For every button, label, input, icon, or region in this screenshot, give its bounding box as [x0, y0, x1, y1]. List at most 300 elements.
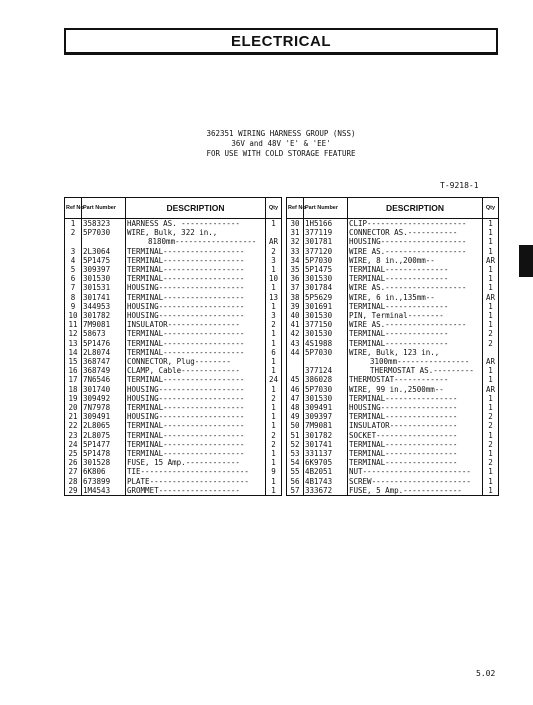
table-row: [65, 385, 282, 394]
table-row: [287, 394, 499, 403]
description-cell: TERMINAL------------------: [126, 431, 266, 440]
description-cell: WIRE AS.------------------: [348, 283, 483, 292]
part-number-cell: 301782: [304, 431, 348, 440]
description-cell: TIE------------------------: [126, 467, 266, 476]
qty-cell: 3: [266, 311, 282, 320]
ref-no-cell: 34: [287, 256, 304, 265]
part-number-cell: 1M4543: [82, 486, 126, 496]
qty-cell: 1: [266, 412, 282, 421]
ref-no-cell: 29: [65, 486, 82, 496]
ref-no-cell: 39: [287, 302, 304, 311]
qty-cell: 1: [266, 339, 282, 348]
description-cell: WIRE AS.------------------: [348, 320, 483, 329]
table-row: [65, 329, 282, 338]
table-row: [287, 467, 499, 476]
table-row: [65, 265, 282, 274]
section-edge-tab: [519, 245, 533, 277]
qty-header: Qty: [483, 198, 499, 219]
table-row: [65, 412, 282, 421]
qty-cell: 1: [266, 265, 282, 274]
part-number-cell: 1H5166: [304, 219, 348, 229]
table-row: [287, 311, 499, 320]
ref-no-cell: 19: [65, 394, 82, 403]
part-number-cell: 301740: [82, 385, 126, 394]
table-row: [65, 274, 282, 283]
ref-no-cell: 48: [287, 403, 304, 412]
table-row: [287, 357, 499, 366]
ref-no-cell: 38: [287, 293, 304, 302]
table-row: [65, 302, 282, 311]
part-number-cell: 7N7978: [82, 403, 126, 412]
ref-no-cell: 10: [65, 311, 82, 320]
qty-cell: AR: [483, 293, 499, 302]
part-number-cell: 5P1478: [82, 449, 126, 458]
description-cell: WIRE, Bulk, 123 in.,: [348, 348, 483, 357]
part-number-cell: 301530: [304, 311, 348, 320]
qty-cell: 1: [483, 219, 499, 229]
ref-no-cell: 5: [65, 265, 82, 274]
description-cell: THERMOSTAT AS.---------: [348, 366, 483, 375]
ref-no-cell: 31: [287, 228, 304, 237]
part-number-cell: 5P1477: [82, 440, 126, 449]
part-number-cell: 301530: [304, 329, 348, 338]
table-row: [287, 375, 499, 384]
qty-cell: [266, 228, 282, 237]
part-number-cell: 309492: [82, 394, 126, 403]
qty-cell: 10: [266, 274, 282, 283]
qty-cell: 1: [266, 219, 282, 229]
part-number-cell: 309397: [304, 412, 348, 421]
part-number-cell: 7M9081: [82, 320, 126, 329]
qty-cell: 2: [483, 458, 499, 467]
table-row: [287, 385, 499, 394]
description-cell: CONNECTOR, Plug--------: [126, 357, 266, 366]
description-cell: TERMINAL----------------: [348, 440, 483, 449]
table-row: [287, 458, 499, 467]
qty-cell: 2: [266, 394, 282, 403]
ref-no-cell: 40: [287, 311, 304, 320]
table-row: [287, 421, 499, 430]
qty-cell: 1: [483, 311, 499, 320]
part-number-cell: 2L8065: [82, 421, 126, 430]
title-line-1: 362351 WIRING HARNESS GROUP (NSS): [206, 129, 356, 138]
ref-no-header: Ref No: [65, 198, 82, 219]
description-cell: 3100mm----------------: [348, 357, 483, 366]
ref-no-cell: 45: [287, 375, 304, 384]
table-row: [287, 477, 499, 486]
description-cell: TERMINAL------------------: [126, 421, 266, 430]
qty-cell: 1: [266, 357, 282, 366]
part-number-cell: 301741: [304, 440, 348, 449]
ref-no-cell: 1: [65, 219, 82, 229]
table-row: [287, 440, 499, 449]
ref-no-header: Ref No: [287, 198, 304, 219]
qty-cell: 1: [483, 237, 499, 246]
qty-cell: AR: [483, 256, 499, 265]
part-number-cell: 2L8074: [82, 348, 126, 357]
part-number-cell: 4B2051: [304, 467, 348, 476]
part-number-cell: 377119: [304, 228, 348, 237]
part-number-cell: 301782: [82, 311, 126, 320]
ref-no-cell: 52: [287, 440, 304, 449]
qty-cell: 1: [483, 431, 499, 440]
description-cell: HOUSING-------------------: [348, 237, 483, 246]
ref-no-cell: 26: [65, 458, 82, 467]
ref-no-cell: 49: [287, 412, 304, 421]
table-row: [287, 431, 499, 440]
part-number-cell: 5P7030: [304, 385, 348, 394]
description-cell: TERMINAL----------------: [348, 458, 483, 467]
description-cell: SOCKET------------------: [348, 431, 483, 440]
ref-no-cell: 36: [287, 274, 304, 283]
qty-cell: 1: [483, 302, 499, 311]
table-row: [65, 366, 282, 375]
qty-cell: 9: [266, 467, 282, 476]
qty-cell: 2: [266, 431, 282, 440]
part-number-cell: 301784: [304, 283, 348, 292]
qty-cell: 1: [266, 329, 282, 338]
description-cell: TERMINAL--------------: [348, 339, 483, 348]
ref-no-cell: 6: [65, 274, 82, 283]
qty-cell: AR: [483, 385, 499, 394]
part-number-cell: 673899: [82, 477, 126, 486]
qty-cell: 1: [483, 265, 499, 274]
qty-cell: 1: [266, 449, 282, 458]
ref-no-cell: 24: [65, 440, 82, 449]
part-number-cell: 5P1475: [304, 265, 348, 274]
description-cell: FUSE, 5 Amp.-------------: [348, 486, 483, 496]
table-row: [287, 274, 499, 283]
part-number-cell: 4B1743: [304, 477, 348, 486]
part-number-cell: 58673: [82, 329, 126, 338]
description-cell: TERMINAL------------------: [126, 247, 266, 256]
description-cell: 8180mm------------------: [126, 237, 266, 246]
part-number-cell: 331137: [304, 449, 348, 458]
table-row: [287, 237, 499, 246]
description-cell: CLIP----------------------: [348, 219, 483, 229]
ref-no-cell: 43: [287, 339, 304, 348]
table-row: [287, 320, 499, 329]
qty-cell: [483, 348, 499, 357]
table-row: [65, 421, 282, 430]
qty-cell: 1: [266, 458, 282, 467]
table-row: [65, 256, 282, 265]
description-cell: TERMINAL--------------: [348, 265, 483, 274]
part-number-cell: 5P1476: [82, 339, 126, 348]
table-row: [65, 311, 282, 320]
table-row: [65, 247, 282, 256]
part-number-header: Part Number: [304, 198, 348, 219]
table-row: [65, 357, 282, 366]
ref-no-cell: 9: [65, 302, 82, 311]
page-number: 5.02: [476, 669, 496, 678]
qty-cell: 2: [483, 440, 499, 449]
description-cell: HOUSING-------------------: [126, 385, 266, 394]
description-cell: PIN, Terminal--------: [348, 311, 483, 320]
table-row: [287, 329, 499, 338]
qty-header: Qty: [266, 198, 282, 219]
part-number-cell: 5P7030: [304, 256, 348, 265]
part-number-cell: [82, 237, 126, 246]
table-row: [287, 219, 499, 229]
qty-cell: 2: [483, 412, 499, 421]
table-row: [287, 228, 499, 237]
qty-cell: 2: [266, 247, 282, 256]
ref-no-cell: [287, 366, 304, 375]
description-cell: TERMINAL------------------: [126, 329, 266, 338]
ref-no-cell: 30: [287, 219, 304, 229]
ref-no-cell: 23: [65, 431, 82, 440]
part-number-cell: 301530: [304, 394, 348, 403]
ref-no-cell: 44: [287, 348, 304, 357]
qty-cell: 2: [266, 440, 282, 449]
part-number-cell: 5P1475: [82, 256, 126, 265]
part-number-cell: 2L8075: [82, 431, 126, 440]
table-row: [65, 320, 282, 329]
description-cell: GROMMET------------------: [126, 486, 266, 496]
ref-no-cell: 13: [65, 339, 82, 348]
ref-no-cell: 35: [287, 265, 304, 274]
ref-no-cell: 53: [287, 449, 304, 458]
description-cell: WIRE, 6 in.,135mm--: [348, 293, 483, 302]
title-line-2: 36V and 48V 'E' & 'EE': [231, 139, 331, 148]
part-number-cell: 5P5629: [304, 293, 348, 302]
qty-cell: 24: [266, 375, 282, 384]
description-cell: TERMINAL------------------: [126, 265, 266, 274]
description-cell: TERMINAL----------------: [348, 449, 483, 458]
ref-no-cell: 47: [287, 394, 304, 403]
ref-no-cell: 50: [287, 421, 304, 430]
qty-cell: 1: [483, 283, 499, 292]
qty-cell: 1: [266, 421, 282, 430]
table-row: [65, 467, 282, 476]
qty-cell: 1: [483, 274, 499, 283]
part-number-cell: 5P7030: [82, 228, 126, 237]
description-cell: TERMINAL------------------: [126, 449, 266, 458]
description-cell: HOUSING-------------------: [126, 302, 266, 311]
table-row: [65, 375, 282, 384]
qty-cell: 1: [266, 477, 282, 486]
description-cell: INSULATOR---------------: [348, 421, 483, 430]
table-row: [65, 219, 282, 229]
part-number-cell: 301781: [304, 237, 348, 246]
ref-no-cell: 21: [65, 412, 82, 421]
qty-cell: AR: [483, 357, 499, 366]
qty-cell: 1: [483, 486, 499, 496]
qty-cell: 1: [266, 486, 282, 496]
description-cell: FUSE, 15 Amp.------------: [126, 458, 266, 467]
ref-no-cell: 14: [65, 348, 82, 357]
description-cell: WIRE, Bulk, 322 in.,: [126, 228, 266, 237]
ref-no-cell: 32: [287, 237, 304, 246]
ref-no-cell: 41: [287, 320, 304, 329]
ref-no-cell: 18: [65, 385, 82, 394]
ref-no-cell: [65, 237, 82, 246]
table-row: [287, 293, 499, 302]
qty-cell: 2: [483, 421, 499, 430]
part-number-cell: 333672: [304, 486, 348, 496]
table-row: [287, 283, 499, 292]
parts-table-right: [286, 197, 499, 496]
parts-table-left: [64, 197, 282, 496]
description-cell: HOUSING-------------------: [126, 311, 266, 320]
ref-no-cell: 12: [65, 329, 82, 338]
description-cell: TERMINAL----------------: [348, 412, 483, 421]
ref-no-cell: 8: [65, 293, 82, 302]
part-number-cell: 344953: [82, 302, 126, 311]
qty-cell: 1: [266, 283, 282, 292]
table-row: [287, 348, 499, 357]
qty-cell: 1: [483, 449, 499, 458]
ref-no-cell: 55: [287, 467, 304, 476]
ref-no-cell: 28: [65, 477, 82, 486]
table-row: [287, 412, 499, 421]
part-number-cell: 7N6546: [82, 375, 126, 384]
table-row: [65, 283, 282, 292]
table-row: [287, 247, 499, 256]
qty-cell: 1: [266, 385, 282, 394]
part-number-cell: 309397: [82, 265, 126, 274]
ref-no-cell: 37: [287, 283, 304, 292]
title-block: [64, 129, 498, 159]
description-cell: HOUSING-------------------: [126, 394, 266, 403]
table-row: [65, 348, 282, 357]
ref-no-cell: 25: [65, 449, 82, 458]
section-title: ELECTRICAL: [231, 32, 331, 50]
description-cell: WIRE, 99 in.,2500mm--: [348, 385, 483, 394]
qty-cell: 1: [483, 477, 499, 486]
qty-cell: 1: [266, 366, 282, 375]
description-header: DESCRIPTION: [126, 198, 266, 219]
ref-no-cell: [287, 357, 304, 366]
table-row: [287, 486, 499, 496]
table-row: [65, 339, 282, 348]
description-cell: CLAMP, Cable-------------: [126, 366, 266, 375]
qty-cell: 2: [483, 339, 499, 348]
ref-no-cell: 56: [287, 477, 304, 486]
ref-no-cell: 16: [65, 366, 82, 375]
description-cell: WIRE AS.------------------: [348, 247, 483, 256]
description-cell: WIRE, 8 in.,200mm--: [348, 256, 483, 265]
document-number: T-9218-1: [440, 181, 479, 190]
ref-no-cell: 3: [65, 247, 82, 256]
table-row: [287, 302, 499, 311]
table-row: [65, 403, 282, 412]
description-cell: TERMINAL--------------: [348, 274, 483, 283]
ref-no-cell: 51: [287, 431, 304, 440]
description-cell: TERMINAL------------------: [126, 274, 266, 283]
part-number-cell: 358323: [82, 219, 126, 229]
part-number-cell: 301531: [82, 283, 126, 292]
ref-no-cell: 22: [65, 421, 82, 430]
qty-cell: 1: [266, 403, 282, 412]
qty-cell: 1: [483, 228, 499, 237]
table-row: [65, 431, 282, 440]
title-line-3: FOR USE WITH COLD STORAGE FEATURE: [206, 149, 356, 158]
qty-cell: 6: [266, 348, 282, 357]
description-cell: TERMINAL--------------: [348, 329, 483, 338]
description-cell: TERMINAL------------------: [126, 348, 266, 357]
description-cell: INSULATOR----------------: [126, 320, 266, 329]
part-number-cell: 301741: [82, 293, 126, 302]
section-header: [64, 28, 498, 55]
part-number-cell: 6K9705: [304, 458, 348, 467]
part-number-cell: 301691: [304, 302, 348, 311]
ref-no-cell: 42: [287, 329, 304, 338]
description-header: DESCRIPTION: [348, 198, 483, 219]
description-cell: TERMINAL--------------: [348, 302, 483, 311]
ref-no-cell: 15: [65, 357, 82, 366]
table-row: [65, 293, 282, 302]
part-number-cell: 301528: [82, 458, 126, 467]
part-number-cell: 377120: [304, 247, 348, 256]
part-number-cell: 386028: [304, 375, 348, 384]
description-cell: TERMINAL------------------: [126, 403, 266, 412]
description-cell: CONNECTOR AS.-----------: [348, 228, 483, 237]
qty-cell: AR: [266, 237, 282, 246]
part-number-cell: 301530: [82, 274, 126, 283]
qty-cell: 1: [483, 366, 499, 375]
ref-no-cell: 17: [65, 375, 82, 384]
description-cell: TERMINAL------------------: [126, 293, 266, 302]
qty-cell: 2: [266, 320, 282, 329]
description-cell: TERMINAL------------------: [126, 440, 266, 449]
ref-no-cell: 2: [65, 228, 82, 237]
qty-cell: 1: [483, 403, 499, 412]
description-cell: THERMOSTAT------------: [348, 375, 483, 384]
description-cell: TERMINAL------------------: [126, 256, 266, 265]
table-row: [65, 458, 282, 467]
qty-cell: 13: [266, 293, 282, 302]
table-row: [65, 449, 282, 458]
table-row: [65, 477, 282, 486]
table-row: [65, 228, 282, 237]
description-cell: HARNESS AS. -------------: [126, 219, 266, 229]
description-cell: TERMINAL------------------: [126, 339, 266, 348]
part-number-header: Part Number: [82, 198, 126, 219]
part-number-cell: 5P7030: [304, 348, 348, 357]
ref-no-cell: 33: [287, 247, 304, 256]
description-cell: SCREW----------------------: [348, 477, 483, 486]
qty-cell: 3: [266, 256, 282, 265]
part-number-cell: 301530: [304, 274, 348, 283]
part-number-cell: 309491: [304, 403, 348, 412]
qty-cell: 1: [483, 467, 499, 476]
part-number-cell: 368749: [82, 366, 126, 375]
part-number-cell: 7M9081: [304, 421, 348, 430]
description-cell: TERMINAL------------------: [126, 375, 266, 384]
ref-no-cell: 20: [65, 403, 82, 412]
description-cell: HOUSING-------------------: [126, 412, 266, 421]
table-row: [65, 440, 282, 449]
table-row: [65, 237, 282, 246]
part-number-cell: 368747: [82, 357, 126, 366]
ref-no-cell: 7: [65, 283, 82, 292]
table-row: [65, 486, 282, 496]
table-row: [287, 449, 499, 458]
description-cell: HOUSING-----------------: [348, 403, 483, 412]
ref-no-cell: 27: [65, 467, 82, 476]
table-row: [287, 256, 499, 265]
ref-no-cell: 54: [287, 458, 304, 467]
description-cell: NUT------------------------: [348, 467, 483, 476]
table-row: [287, 366, 499, 375]
table-row: [65, 394, 282, 403]
table-row: [287, 403, 499, 412]
ref-no-cell: 57: [287, 486, 304, 496]
description-cell: TERMINAL----------------: [348, 394, 483, 403]
part-number-cell: 4S1988: [304, 339, 348, 348]
